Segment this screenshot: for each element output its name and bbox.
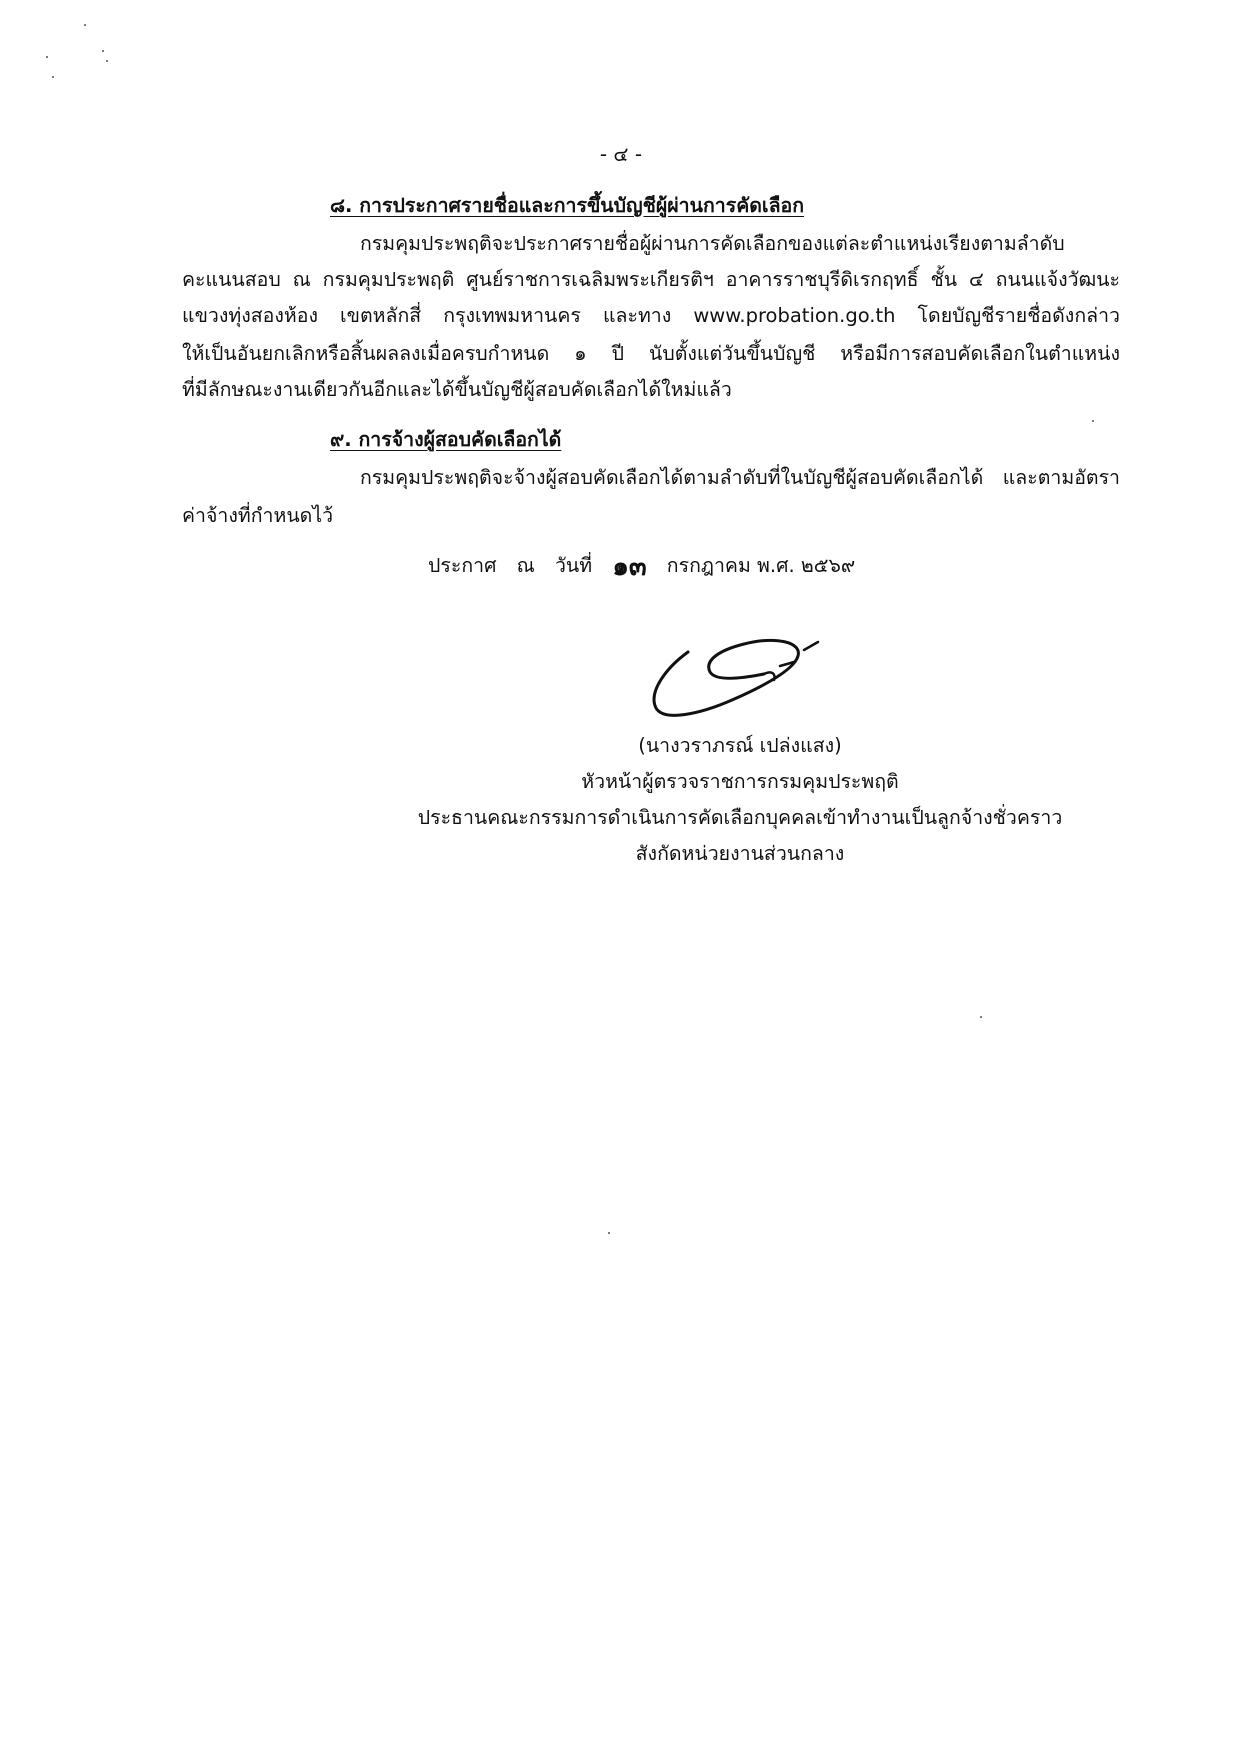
section-8-line: ให้เป็นอันยกเลิกหรือสิ้นผลลงเมื่อครบกำหนด ๑ ปี นับตั้งแต่วันขึ้นบัญชี หรือมีการสอบคัดเลือกในตำแหน่ง bbox=[182, 342, 1120, 365]
announcement-at: ณ bbox=[516, 554, 535, 577]
signatory-name: (นางวราภรณ์ เปล่งแสง) bbox=[638, 734, 842, 757]
section-8-line: คะแนนสอบ ณ กรมคุมประพฤติ ศูนย์ราชการเฉลิมพระเกียรติฯ อาคารราชบุรีดิเรกฤทธิ์ ชั้น ๔ ถนนแจ้งวัฒนะ bbox=[182, 268, 1120, 291]
announcement-date bbox=[428, 546, 869, 587]
announcement-day-label: วันที่ bbox=[554, 554, 593, 577]
announcement-month-year: กรกฎาคม พ.ศ. ๒๕๖๙ bbox=[666, 554, 856, 577]
handwritten-signature bbox=[648, 630, 823, 730]
section-8-line: ที่มีลักษณะงานเดียวกันอีกและได้ขึ้นบัญชีผู้สอบคัดเลือกได้ใหม่แล้ว bbox=[182, 378, 732, 401]
section-9-line: ค่าจ้างที่กำหนดไว้ bbox=[182, 504, 334, 527]
section-9-heading: ๙. การจ้างผู้สอบคัดเลือกได้ bbox=[330, 428, 562, 451]
section-8-line: แขวงทุ่งสองห้อง เขตหลักสี่ กรุงเทพมหานคร และทาง www.probation.go.th โดยบัญชีรายชื่อดังกล่าว bbox=[182, 304, 1120, 327]
section-9-line: กรมคุมประพฤติจะจ้างผู้สอบคัดเลือกได้ตามลำดับที่ในบัญชีผู้สอบคัดเลือกได้ และตามอัตรา bbox=[360, 466, 1120, 489]
announcement-day: ๑๓ bbox=[612, 552, 647, 582]
signatory-position: สังกัดหน่วยงานส่วนกลาง bbox=[635, 842, 845, 865]
signatory-position: หัวหน้าผู้ตรวจราชการกรมคุมประพฤติ bbox=[581, 770, 899, 793]
page-number: - ๔ - bbox=[599, 142, 643, 166]
section-8-line: กรมคุมประพฤติจะประกาศรายชื่อผู้ผ่านการคัดเลือกของแต่ละตำแหน่งเรียงตามลำดับ bbox=[360, 232, 1065, 255]
section-8-heading: ๘. การประกาศรายชื่อและการขึ้นบัญชีผู้ผ่านการคัดเลือก bbox=[330, 194, 805, 217]
signatory-position: ประธานคณะกรรมการดำเนินการคัดเลือกบุคคลเข้าทำงานเป็นลูกจ้างชั่วคราว bbox=[417, 806, 1063, 829]
announcement-prefix: ประกาศ bbox=[428, 554, 497, 577]
